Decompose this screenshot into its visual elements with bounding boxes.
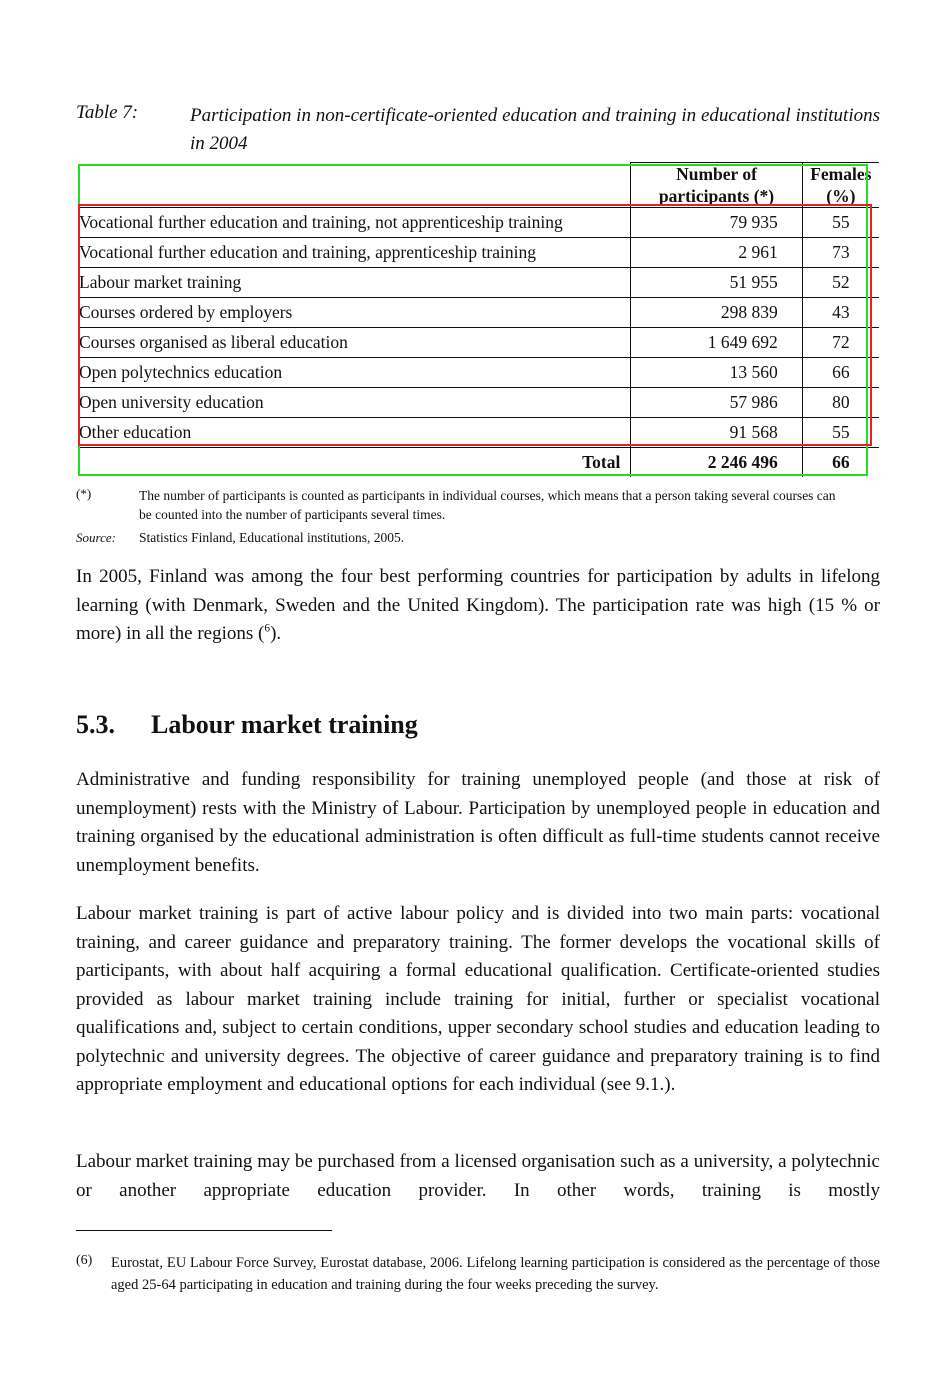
table-row bbox=[79, 208, 879, 238]
row-label: Vocational further education and training, apprenticeship training bbox=[79, 238, 631, 268]
total-label: Total bbox=[79, 448, 631, 478]
table-row bbox=[79, 358, 879, 388]
section-number: 5.3. bbox=[76, 710, 115, 739]
footnote-text: Eurostat, EU Labour Force Survey, Eurostat database, 2006. Lifelong learning participation is considered as the percentage of those aged 25-64 participating in education and training during the four weeks preceding the survey. bbox=[111, 1255, 880, 1293]
row-label: Courses organised as liberal education bbox=[79, 328, 631, 358]
row-females: 55 bbox=[802, 418, 879, 448]
table-caption-label: Table 7: bbox=[76, 102, 139, 123]
table-note-text: The number of participants is counted as participants in individual courses, which means that a person taking several courses can be counted into the number of participants several times. bbox=[139, 488, 836, 522]
table-caption-title: Participation in non-certificate-oriented education and training in educational institutions in 2004 bbox=[190, 105, 880, 154]
header-blank bbox=[79, 163, 631, 208]
source-label: Source: bbox=[76, 530, 116, 545]
row-participants: 13 560 bbox=[631, 358, 802, 388]
participation-table bbox=[79, 162, 879, 477]
table-header-row bbox=[79, 163, 879, 208]
row-participants: 51 955 bbox=[631, 268, 802, 298]
footnote-divider bbox=[76, 1230, 332, 1231]
table-note-mark: (*) bbox=[76, 486, 92, 501]
table-row bbox=[79, 298, 879, 328]
table-row bbox=[79, 238, 879, 268]
table-row bbox=[79, 418, 879, 448]
paragraph-active-policy: Labour market training is part of active labour policy and is divided into two main parts: vocational training, and career guidance and preparatory training. The former develops the vocational skills of participants, with about half acquiring a formal educational qualification. Certificate-oriented studies provided as labour market training include training for initial, further or specialist vocational qualifications and, subject to certain conditions, upper secondary school studies and education leading to polytechnic and university degrees. The objective of career guidance and preparatory training is to find appropriate employment and educational options for each individual (see 9.1.). bbox=[76, 903, 880, 1095]
paragraph-text: In 2005, Finland was among the four best performing countries for participation by adults in lifelong learning (with Denmark, Sweden and the United Kingdom). The participation rate was high (15 % or more) in all the regions ( bbox=[76, 566, 880, 644]
row-label: Courses ordered by employers bbox=[79, 298, 631, 328]
paragraph-purchase: Labour market training may be purchased from a licensed organisation such as a university, a polytechnic or another appropriate education provider. In other words, training is mostly bbox=[76, 1151, 880, 1201]
header-participants: Number of participants (*) bbox=[631, 163, 802, 208]
footnote-mark: (6) bbox=[76, 1253, 93, 1268]
paragraph-tail: ). bbox=[270, 623, 282, 644]
row-females: 55 bbox=[802, 208, 879, 238]
row-participants: 79 935 bbox=[631, 208, 802, 238]
row-participants: 91 568 bbox=[631, 418, 802, 448]
row-females: 52 bbox=[802, 268, 879, 298]
table-row bbox=[79, 268, 879, 298]
section-title: Labour market training bbox=[151, 710, 418, 739]
total-females: 66 bbox=[802, 448, 879, 478]
row-label: Other education bbox=[79, 418, 631, 448]
total-participants: 2 246 496 bbox=[631, 448, 802, 478]
row-females: 80 bbox=[802, 388, 879, 418]
row-participants: 298 839 bbox=[631, 298, 802, 328]
table-total-row bbox=[79, 448, 879, 478]
row-label: Open polytechnics education bbox=[79, 358, 631, 388]
header-females: Females (%) bbox=[802, 163, 879, 208]
row-participants: 57 986 bbox=[631, 388, 802, 418]
row-label: Vocational further education and training, not apprenticeship training bbox=[79, 208, 631, 238]
table-row bbox=[79, 388, 879, 418]
row-label: Labour market training bbox=[79, 268, 631, 298]
row-females: 43 bbox=[802, 298, 879, 328]
row-participants: 2 961 bbox=[631, 238, 802, 268]
row-females: 73 bbox=[802, 238, 879, 268]
table-row bbox=[79, 328, 879, 358]
paragraph-responsibility: Administrative and funding responsibility for training unemployed people (and those at risk of unemployment) rests with the Ministry of Labour. Participation by unemployed people in education and training organised by the educational administration is often difficult as full-time students cannot receive unemployment benefits. bbox=[76, 769, 880, 876]
footnote-ref[interactable]: 6 bbox=[264, 622, 271, 635]
paragraph-participation bbox=[76, 563, 880, 649]
row-females: 72 bbox=[802, 328, 879, 358]
row-participants: 1 649 692 bbox=[631, 328, 802, 358]
row-label: Open university education bbox=[79, 388, 631, 418]
source-text: Statistics Finland, Educational institutions, 2005. bbox=[139, 530, 405, 545]
row-females: 66 bbox=[802, 358, 879, 388]
